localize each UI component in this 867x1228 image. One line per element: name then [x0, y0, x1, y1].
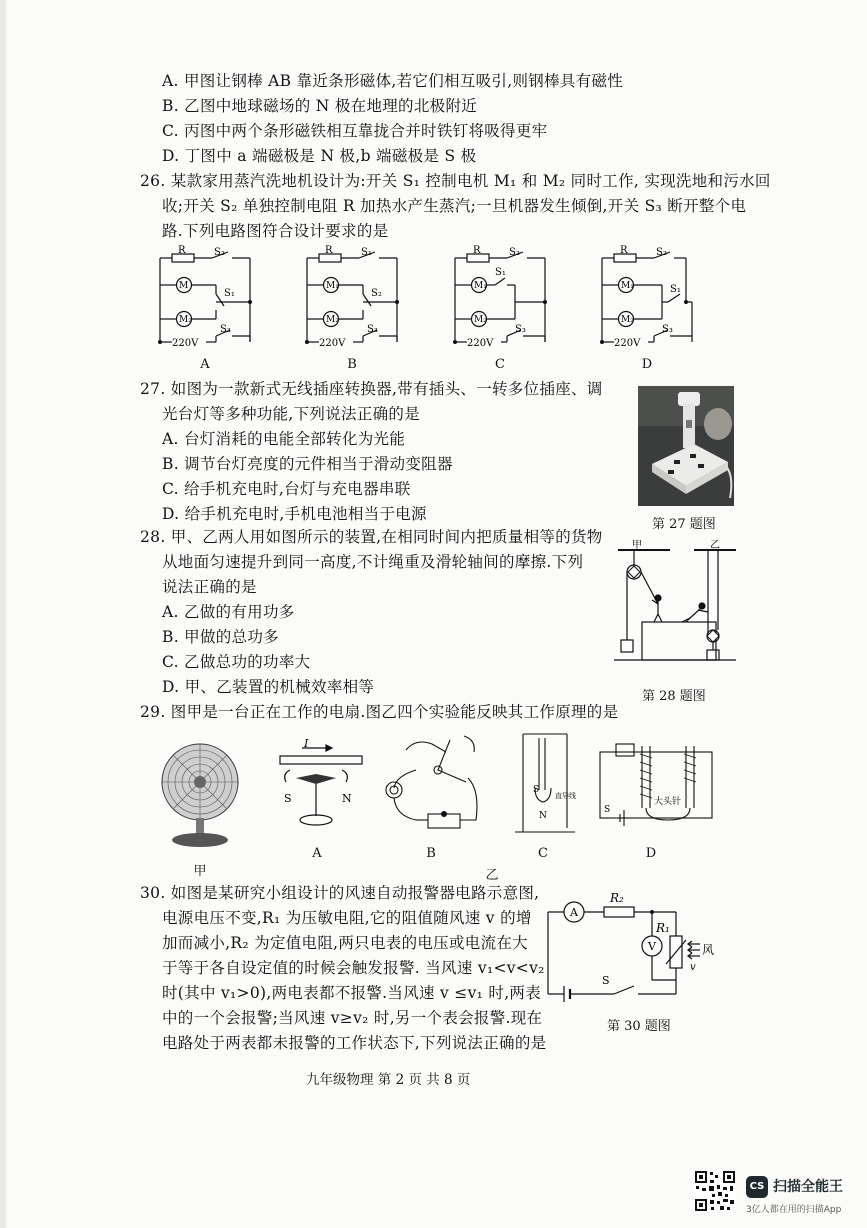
svg-text:R: R [620, 245, 628, 256]
svg-text:M₂: M₂ [621, 315, 634, 325]
page-footer: 九年级物理 第 2 页 共 8 页 [306, 1072, 471, 1088]
q28-option-b: B. 甲做的总功多 [162, 628, 279, 646]
circuit-diagram-d [592, 244, 702, 354]
svg-text:S₃: S₃ [515, 324, 526, 335]
svg-text:S₃: S₃ [367, 324, 378, 335]
electromagnet-experiment [590, 740, 720, 830]
pulley-diagram [612, 540, 740, 676]
generator-experiment [376, 730, 488, 840]
q30-figure-caption: 第 30 题图 [607, 1019, 671, 1034]
svg-text:M: M [179, 281, 189, 291]
svg-text:M₁: M₁ [474, 281, 487, 291]
q30-stem-line7: 电路处于两表都未报警的工作状态下,下列说法正确的是 [162, 1034, 547, 1052]
q27-stem-line1: 27. 如图为一款新式无线插座转换器,带有插头、一转多位插座、调 [140, 380, 603, 398]
q28-option-a: A. 乙做的有用功多 [162, 603, 295, 621]
svg-text:S₁: S₁ [224, 288, 235, 299]
svg-text:S₁: S₁ [495, 267, 506, 278]
svg-text:S₂: S₂ [656, 247, 667, 258]
socket-lamp-photo [638, 386, 734, 506]
q29-label-yi: 乙 [485, 868, 499, 883]
svg-text:N: N [539, 811, 547, 821]
qr-code-icon [694, 1170, 736, 1212]
electric-fan-image [152, 740, 248, 855]
svg-text:S: S [602, 974, 610, 987]
scan-edge [0, 0, 6, 1228]
q26-stem-line3: 路.下列电路图符合设计要求的是 [162, 222, 389, 240]
circuit-label-c: C [495, 357, 505, 372]
camscanner-logo: CS [746, 1176, 768, 1198]
camscanner-name: 扫描全能王 [773, 1179, 843, 1195]
svg-text:S₃: S₃ [662, 324, 673, 335]
circuit-label-a: A [200, 357, 210, 372]
q29-label-a: A [312, 846, 322, 861]
q30-stem-line2: 电源电压不变,R₁ 为压敏电阻,它的阻值随风速 v 的增 [162, 909, 532, 927]
svg-text:S: S [284, 792, 292, 805]
q29-label-d: D [645, 846, 657, 861]
svg-text:风: 风 [702, 943, 715, 957]
q25-option-c: C. 丙图中两个条形磁铁相互靠拢合并时铁钉将吸得更牢 [162, 122, 548, 140]
q27-option-a: A. 台灯消耗的电能全部转化为光能 [162, 430, 406, 448]
svg-text:R: R [473, 245, 481, 256]
q29-label-jia: 甲 [193, 864, 207, 879]
q30-stem-line4: 于等于各自设定值的时候会触发报警. 当风速 v₁<v<v₂ [162, 959, 545, 977]
svg-text:220V: 220V [614, 338, 641, 349]
svg-text:S₂: S₂ [214, 247, 225, 258]
svg-text:S₁: S₁ [670, 284, 681, 295]
q25-option-d: D. 丁图中 a 端磁极是 N 极,b 端磁极是 S 极 [162, 147, 477, 165]
svg-text:S₂: S₂ [509, 247, 520, 258]
svg-text:直导线: 直导线 [555, 792, 576, 800]
svg-text:M₁: M₁ [326, 281, 339, 291]
svg-text:M₂: M₂ [179, 315, 192, 325]
q28-stem-line3: 说法正确的是 [162, 578, 257, 596]
q27-figure-caption: 第 27 题图 [652, 517, 716, 532]
q28-stem-line2: 从地面匀速提升到同一高度,不计绳重及滑轮轴间的摩擦.下列 [162, 553, 584, 571]
q28-figure-caption: 第 28 题图 [642, 689, 706, 704]
q29-label-c: C [538, 846, 548, 861]
q26-stem-line1: 26. 某款家用蒸汽洗地机设计为:开关 S₁ 控制电机 M₁ 和 M₂ 同时工作, 实现洗地和污水回 [140, 172, 771, 190]
q25-option-a: A. 甲图让钢棒 AB 靠近条形磁体,若它们相互吸引,则钢棒具有磁性 [162, 72, 624, 90]
q29-stem: 29. 图甲是一台正在工作的电扇.图乙四个实验能反映其工作原理的是 [140, 703, 619, 721]
q28-option-c: C. 乙做总功的功率大 [162, 653, 311, 671]
svg-text:220V: 220V [172, 338, 199, 349]
q27-stem-line2: 光台灯等多种功能,下列说法正确的是 [162, 405, 421, 423]
pulley-label-yi: 乙 [710, 540, 720, 551]
svg-text:N: N [342, 792, 352, 805]
circuit-label-d: D [641, 357, 653, 372]
svg-text:R: R [178, 245, 186, 256]
circuit-label-b: B [347, 357, 357, 372]
q30-stem-line1: 30. 如图是某研究小组设计的风速自动报警器电路示意图, [140, 884, 540, 902]
pulley-label-jia: 甲 [632, 540, 642, 551]
svg-text:R: R [325, 245, 333, 256]
svg-text:R₁: R₁ [656, 921, 670, 935]
q30-stem-line5: 时(其中 v₁>0),两电表都不报警.当风速 v ≤v₁ 时,两表 [162, 984, 542, 1002]
wire-in-magnet-experiment [505, 728, 585, 840]
svg-text:V: V [648, 940, 656, 953]
circuit-diagram-b [297, 244, 407, 354]
circuit-diagram-c [445, 244, 555, 354]
svg-text:M₁: M₁ [621, 281, 634, 291]
wind-alarm-circuit [540, 886, 716, 1006]
oersted-experiment [266, 738, 376, 838]
q27-option-d: D. 给手机充电时,手机电池相当于电源 [162, 505, 427, 523]
circuit-diagram-a [150, 244, 260, 354]
q25-option-b: B. 乙图中地球磁场的 N 极在地理的北极附近 [162, 97, 478, 115]
svg-text:S₂: S₂ [371, 288, 382, 299]
svg-text:S: S [533, 785, 540, 795]
svg-text:I: I [304, 738, 309, 750]
svg-text:M₂: M₂ [474, 315, 487, 325]
q27-option-c: C. 给手机充电时,台灯与充电器串联 [162, 480, 411, 498]
svg-text:A: A [570, 906, 578, 919]
svg-text:220V: 220V [467, 338, 494, 349]
camscanner-slogan: 3亿人都在用的扫描App [746, 1205, 842, 1215]
q26-stem-line2: 收;开关 S₂ 单独控制电阻 R 加热水产生蒸汽;一旦机器发生倾倒,开关 S₃ 断开整个电 [162, 197, 747, 215]
svg-text:大头针: 大头针 [654, 797, 682, 807]
q29-label-b: B [426, 846, 436, 861]
svg-text:220V: 220V [319, 338, 346, 349]
q30-stem-line3: 加而减小,R₂ 为定值电阻,两只电表的电压或电流在大 [162, 934, 528, 952]
q28-stem-line1: 28. 甲、乙两人用如图所示的装置,在相同时间内把质量相等的货物 [140, 528, 603, 546]
svg-text:S₃: S₃ [220, 324, 231, 335]
svg-text:R₂: R₂ [610, 891, 624, 905]
svg-text:S₁: S₁ [361, 247, 372, 258]
q28-option-d: D. 甲、乙装置的机械效率相等 [162, 678, 375, 696]
svg-text:S: S [604, 805, 611, 815]
q30-stem-line6: 中的一个会报警;当风速 v≥v₂ 时,另一个表会报警.现在 [162, 1009, 543, 1027]
q27-option-b: B. 调节台灯亮度的元件相当于滑动变阻器 [162, 455, 453, 473]
svg-text:v: v [690, 962, 696, 973]
svg-text:M₂: M₂ [326, 315, 339, 325]
